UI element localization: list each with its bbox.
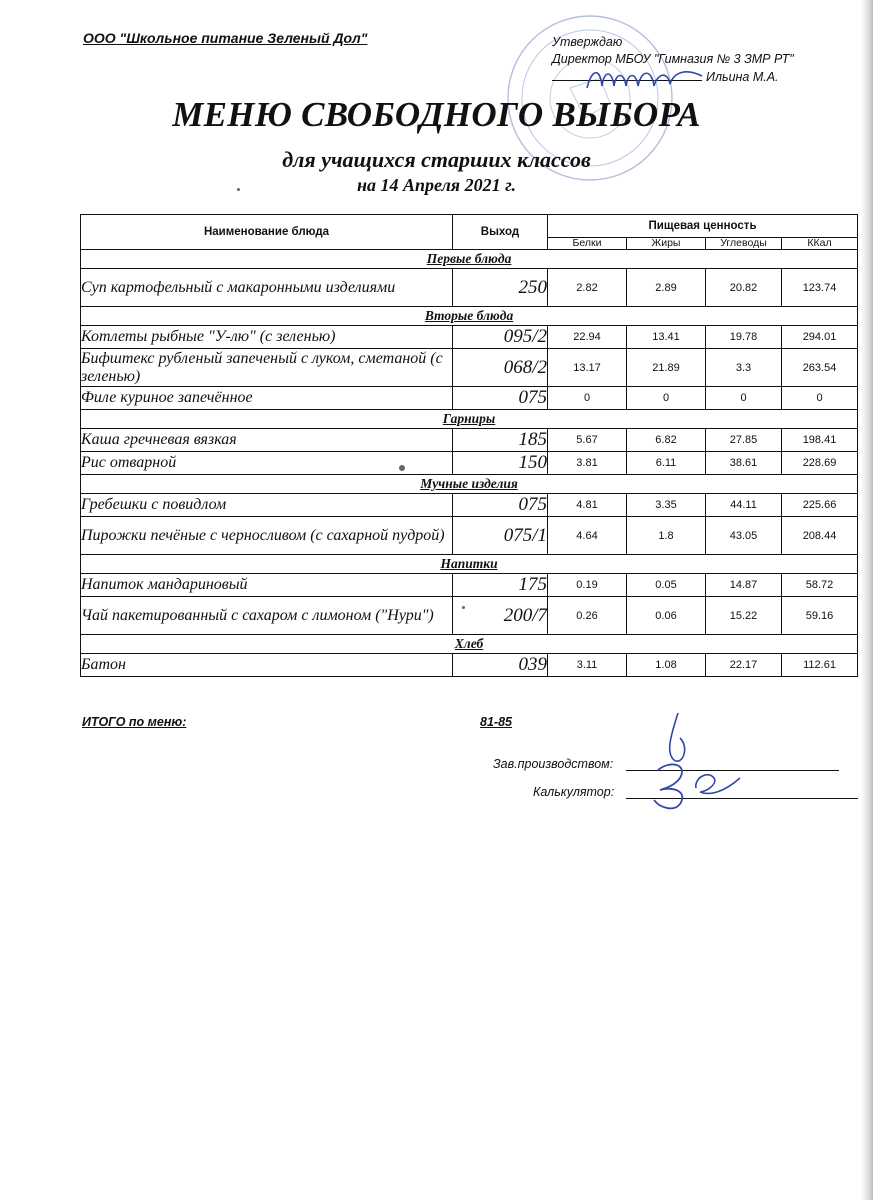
handwritten-signature bbox=[630, 708, 750, 818]
dish-fat: 1.08 bbox=[627, 654, 706, 677]
dish-protein: 5.67 bbox=[548, 429, 627, 452]
dish-carbs: 27.85 bbox=[706, 429, 782, 452]
section-title: Первые блюда bbox=[81, 250, 858, 269]
company-name: ООО "Школьное питание Зеленый Дол" bbox=[83, 30, 368, 46]
director-signature bbox=[582, 58, 712, 98]
dish-yield: 200/7 bbox=[453, 597, 548, 635]
table-row bbox=[81, 269, 858, 307]
dish-name: Батон bbox=[81, 654, 453, 677]
total-value: 81-85 bbox=[480, 715, 512, 729]
dish-name: Гребешки с повидлом bbox=[81, 494, 453, 517]
section-title: Вторые блюда bbox=[81, 307, 858, 326]
table-row bbox=[81, 654, 858, 677]
dish-carbs: 15.22 bbox=[706, 597, 782, 635]
section-title: Мучные изделия bbox=[81, 475, 858, 494]
dish-fat: 3.35 bbox=[627, 494, 706, 517]
dish-name: Бифштекс рубленый запеченый с луком, сметаной (с зеленью) bbox=[81, 349, 453, 387]
dish-yield: 075 bbox=[453, 494, 548, 517]
dish-fat: 2.89 bbox=[627, 269, 706, 307]
table-row bbox=[81, 574, 858, 597]
col-header-yield: Выход bbox=[453, 215, 548, 250]
dish-yield: 075 bbox=[453, 387, 548, 410]
col-header-kcal: ККал bbox=[782, 238, 858, 250]
dish-name: Напиток мандариновый bbox=[81, 574, 453, 597]
dish-carbs: 3.3 bbox=[706, 349, 782, 387]
dish-kcal: 0 bbox=[782, 387, 858, 410]
page-title: МЕНЮ СВОБОДНОГО ВЫБОРА bbox=[172, 95, 701, 134]
col-header-protein: Белки bbox=[548, 238, 627, 250]
dish-carbs: 0 bbox=[706, 387, 782, 410]
scan-speck bbox=[462, 606, 465, 609]
total-label: ИТОГО по меню: bbox=[82, 715, 187, 729]
dish-yield: 185 bbox=[453, 429, 548, 452]
dish-name: Рис отварной bbox=[81, 452, 453, 475]
table-row bbox=[81, 517, 858, 555]
dish-fat: 6.82 bbox=[627, 429, 706, 452]
dish-carbs: 44.11 bbox=[706, 494, 782, 517]
table-row bbox=[81, 597, 858, 635]
dish-protein: 4.81 bbox=[548, 494, 627, 517]
dish-kcal: 123.74 bbox=[782, 269, 858, 307]
col-header-fat: Жиры bbox=[627, 238, 706, 250]
dish-kcal: 112.61 bbox=[782, 654, 858, 677]
dish-protein: 3.11 bbox=[548, 654, 627, 677]
dish-kcal: 198.41 bbox=[782, 429, 858, 452]
approve-position: Директор МБОУ "Гимназия № 3 ЗМР РТ" bbox=[552, 52, 794, 66]
page-subtitle: для учащихся старших классов bbox=[282, 147, 591, 172]
dish-name: Каша гречневая вязкая bbox=[81, 429, 453, 452]
signature-calculator-label: Калькулятор: bbox=[533, 785, 615, 799]
dish-yield: 068/2 bbox=[453, 349, 548, 387]
dish-kcal: 263.54 bbox=[782, 349, 858, 387]
approve-name: Ильина М.А. bbox=[706, 70, 779, 84]
approve-word: Утверждаю bbox=[552, 35, 623, 49]
dish-carbs: 22.17 bbox=[706, 654, 782, 677]
dish-fat: 6.11 bbox=[627, 452, 706, 475]
menu-table bbox=[80, 214, 858, 677]
dish-yield: 039 bbox=[453, 654, 548, 677]
col-header-nutrition: Пищевая ценность bbox=[548, 215, 858, 238]
table-row bbox=[81, 387, 858, 410]
dish-carbs: 20.82 bbox=[706, 269, 782, 307]
dish-yield: 095/2 bbox=[453, 326, 548, 349]
dish-fat: 1.8 bbox=[627, 517, 706, 555]
dish-kcal: 228.69 bbox=[782, 452, 858, 475]
dish-yield: 075/1 bbox=[453, 517, 548, 555]
dish-kcal: 208.44 bbox=[782, 517, 858, 555]
dish-fat: 0.05 bbox=[627, 574, 706, 597]
dish-carbs: 38.61 bbox=[706, 452, 782, 475]
dish-protein: 2.82 bbox=[548, 269, 627, 307]
dish-kcal: 59.16 bbox=[782, 597, 858, 635]
dish-name: Котлеты рыбные "У-лю" (с зеленью) bbox=[81, 326, 453, 349]
dish-kcal: 294.01 bbox=[782, 326, 858, 349]
dish-yield: 250 bbox=[453, 269, 548, 307]
dish-carbs: 19.78 bbox=[706, 326, 782, 349]
dish-fat: 21.89 bbox=[627, 349, 706, 387]
dish-name: Филе куриное запечённое bbox=[81, 387, 453, 410]
scan-speck bbox=[237, 188, 240, 191]
menu-date: на 14 Апреля 2021 г. bbox=[357, 175, 516, 195]
dish-yield: 175 bbox=[453, 574, 548, 597]
col-header-name: Наименование блюда bbox=[81, 215, 453, 250]
dish-protein: 22.94 bbox=[548, 326, 627, 349]
scan-speck bbox=[399, 465, 405, 471]
dish-protein: 0.26 bbox=[548, 597, 627, 635]
dish-protein: 0.19 bbox=[548, 574, 627, 597]
dish-name: Пирожки печёные с черносливом (с сахарной пудрой) bbox=[81, 517, 453, 555]
dish-kcal: 58.72 bbox=[782, 574, 858, 597]
table-row bbox=[81, 349, 858, 387]
dish-name: Суп картофельный с макаронными изделиями bbox=[81, 269, 453, 307]
section-title: Гарниры bbox=[81, 410, 858, 429]
table-row bbox=[81, 452, 858, 475]
table-row bbox=[81, 494, 858, 517]
dish-carbs: 43.05 bbox=[706, 517, 782, 555]
dish-yield: 150 bbox=[453, 452, 548, 475]
dish-name: Чай пакетированный с сахаром с лимоном ("Нури") bbox=[81, 597, 453, 635]
dish-protein: 4.64 bbox=[548, 517, 627, 555]
col-header-carbs: Углеводы bbox=[706, 238, 782, 250]
dish-fat: 0.06 bbox=[627, 597, 706, 635]
section-title: Напитки bbox=[81, 555, 858, 574]
table-row bbox=[81, 326, 858, 349]
dish-carbs: 14.87 bbox=[706, 574, 782, 597]
table-row bbox=[81, 429, 858, 452]
dish-protein: 13.17 bbox=[548, 349, 627, 387]
dish-fat: 13.41 bbox=[627, 326, 706, 349]
dish-fat: 0 bbox=[627, 387, 706, 410]
dish-kcal: 225.66 bbox=[782, 494, 858, 517]
section-title: Хлеб bbox=[81, 635, 858, 654]
dish-protein: 3.81 bbox=[548, 452, 627, 475]
signature-production-label: Зав.производством: bbox=[493, 757, 614, 771]
dish-protein: 0 bbox=[548, 387, 627, 410]
